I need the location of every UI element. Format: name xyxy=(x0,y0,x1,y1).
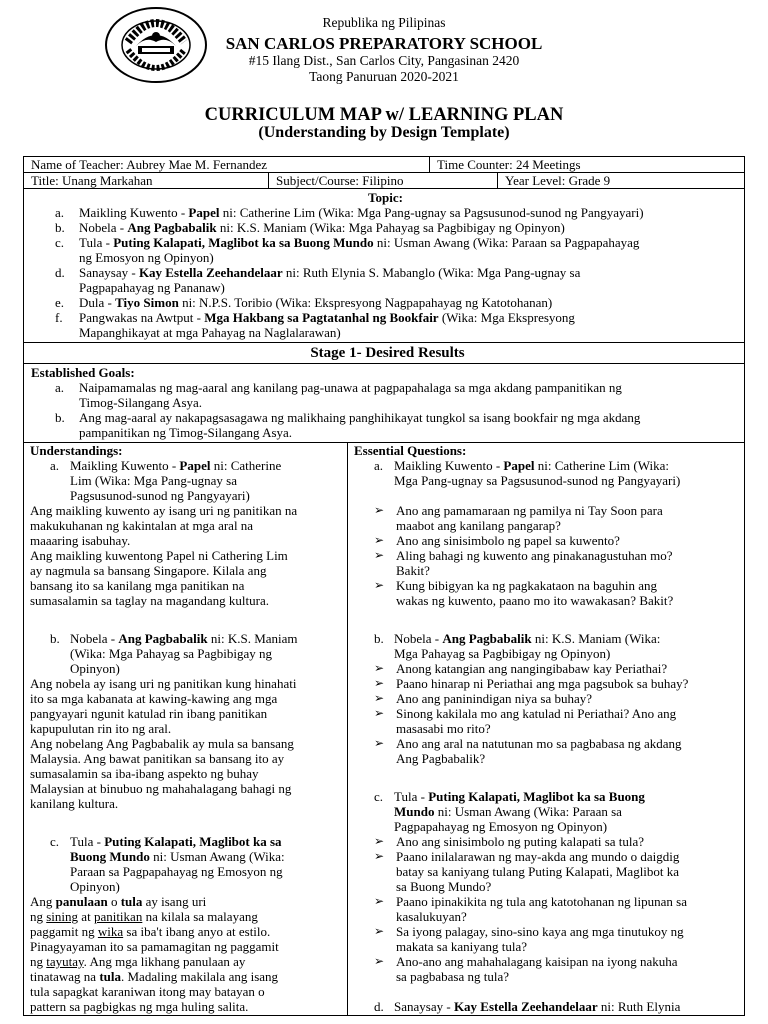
question-item: ➢ Sinong kakilala mo ang katulad ni Periathai? Ano ang masasabi mo rito? xyxy=(374,706,677,736)
essential-questions-column xyxy=(348,443,744,1015)
title-cell: Title: Unang Markahan xyxy=(31,173,153,188)
understandings-column xyxy=(24,443,348,1015)
republic-line: Republika ng Pilipinas xyxy=(322,15,446,30)
question-item: ➢ Aling bahagi ng kuwento ang pinakanagustuhan mo? Bakit? xyxy=(374,548,673,578)
school-address: #15 Ilang Dist., San Carlos City, Pangasinan 2420 xyxy=(248,53,520,68)
understandings-heading: Understandings: xyxy=(30,443,123,458)
teacher-name-cell: Name of Teacher: Aubrey Mae M. Fernandez xyxy=(31,157,268,172)
understandings-questions-row xyxy=(24,443,744,1015)
time-counter-cell: Time Counter: 24 Meetings xyxy=(429,157,744,172)
document-title: CURRICULUM MAP w/ LEARNING PLAN xyxy=(204,105,564,125)
goals-row xyxy=(24,364,744,443)
question-item: ➢ Anong katangian ang nangingibabaw kay Periathai? xyxy=(374,661,668,676)
question-item: ➢ Sa iyong palagay, sino-sino kaya ang mga tinutukoy ng makata sa kaniyang tula? xyxy=(374,924,684,954)
topic-item: c. Tula - Puting Kalapati, Maglibot ka sa Buong Mundo ni: Usman Awang (Wika: Paraan sa Pagpapahayag ng Emosyon ng Opinyon) xyxy=(55,235,640,265)
topic-cell xyxy=(24,189,744,342)
question-item: ➢ Ano ang sinisimbolo ng puting kalapati sa tula? xyxy=(374,834,645,849)
stage1-heading: Stage 1- Desired Results xyxy=(310,345,465,361)
question-item: ➢ Paano ipinakikita ng tula ang katotohanan ng lipunan sa kasalukuyan? xyxy=(374,894,687,924)
info-row-2 xyxy=(24,173,744,189)
topic-item: a. Maikling Kuwento - Papel ni: Catherine Lim (Wika: Mga Pang-ugnay sa Pagsusunod-sunod ng Pangyayari) xyxy=(55,205,644,220)
essential-questions-heading: Essential Questions: xyxy=(354,443,467,458)
question-item: ➢ Ano ang pamamaraan ng pamilya ni Tay Soon para maabot ang kanilang pangarap? xyxy=(374,503,663,533)
curriculum-table xyxy=(23,156,745,1016)
school-year: Taong Panuruan 2020-2021 xyxy=(309,69,459,84)
school-name: SAN CARLOS PREPARATORY SCHOOL xyxy=(225,34,543,53)
topic-row xyxy=(24,189,744,343)
question-group-d: d. Sanaysay - Kay Estella Zeehandelaar ni: Ruth Elynia xyxy=(374,999,681,1014)
understanding-c-paragraph: Ang panulaan o tula ay isang uri ng sining at panitikan na kilala sa malayang paggamit ng wika sa iba't ibang anyo at estilo. Pinagyayaman ito sa pamamagitan ng paggamit ng tayutay. Ang mga likhang panulaan ay tinatawag na tula. Madaling makilala ang isang tula sapagkat karaniwan itong may batayan o pattern sa pagbigkas ng mga huling salita. xyxy=(30,894,279,1014)
question-item: ➢ Ano-ano ang mahahalagang kaisipan na iyong nakuha sa pagbabasa ng tula? xyxy=(374,954,678,984)
year-level-cell: Year Level: Grade 9 xyxy=(497,173,744,188)
goal-item: a. Naipamamalas ng mag-aaral ang kanilang pag-unawa at pagpapahalaga sa mga akdang pampanitikan ng Timog-Silangang Asya. xyxy=(55,380,622,410)
goals-list xyxy=(31,380,740,440)
question-item: ➢ Paano inilalarawan ng may-akda ang mundo o daigdig batay sa kaniyang tulang Puting Kalapati, Maglibot ka sa Buong Mundo? xyxy=(374,849,680,894)
understanding-c: c. Tula - Puting Kalapati, Maglibot ka sa Buong Mundo ni: Usman Awang (Wika: Paraan sa Pagpapahayag ng Emosyon ng Opinyon) xyxy=(50,834,285,894)
subject-cell: Subject/Course: Filipino xyxy=(268,173,497,188)
question-item: ➢ Paano hinarap ni Periathai ang mga pagsubok sa buhay? xyxy=(374,676,689,691)
topic-item: d. Sanaysay - Kay Estella Zeehandelaar ni: Ruth Elynia S. Mabanglo (Wika: Mga Pang-ugnay sa Pagpapahayag ng Pananaw) xyxy=(55,265,581,295)
question-group-c: c. Tula - Puting Kalapati, Maglibot ka sa Buong Mundo ni: Usman Awang (Wika: Paraan sa Pagpapahayag ng Emosyon ng Opinyon) xyxy=(374,789,645,834)
topic-item: f. Pangwakas na Awtput - Mga Hakbang sa Pagtatanhal ng Bookfair (Wika: Mga Ekspresyong Mapanghikayat at mga Pahayag na Naglalarawan) xyxy=(55,310,575,340)
question-item: ➢ Kung bibigyan ka ng pagkakataon na baguhin ang wakas ng kuwento, paano mo ito wawakasan? Bakit? xyxy=(374,578,674,608)
question-item: ➢ Ano ang aral na natutunan mo sa pagbabasa ng akdang Ang Pagbabalik? xyxy=(374,736,682,766)
question-item: ➢ Ano ang paninindigan niya sa buhay? xyxy=(374,691,593,706)
topic-list xyxy=(31,205,740,340)
info-row-1 xyxy=(24,157,744,173)
goal-item: b. Ang mag-aaral ay nakapagsasagawa ng malikhaing panghihikayat tungkol sa isang bookfair ng mga akdang pampanitikan ng Timog-Silangang Asya. xyxy=(55,410,641,440)
topic-heading: Topic: xyxy=(368,190,403,205)
understanding-b: b. Nobela - Ang Pagbabalik ni: K.S. Maniam (Wika: Mga Pahayag sa Pagbibigay ng Opinyon) xyxy=(50,631,298,676)
topic-item: e. Dula - Tiyo Simon ni: N.P.S. Toribio (Wika: Ekspresyong Nagpapahayag ng Katotohanan) xyxy=(55,295,553,310)
question-group-b: b. Nobela - Ang Pagbabalik ni: K.S. Maniam (Wika: Mga Pahayag sa Pagbibigay ng Opinyon) xyxy=(374,631,661,661)
stage1-row xyxy=(24,343,744,364)
topic-item: b. Nobela - Ang Pagbabalik ni: K.S. Maniam (Wika: Mga Pahayag sa Pagbibigay ng Opinyon) xyxy=(55,220,565,235)
question-item: ➢ Ano ang sinisimbolo ng papel sa kuwento? xyxy=(374,533,620,548)
question-group-a: a. Maikling Kuwento - Papel ni: Catherine Lim (Wika: Mga Pang-ugnay sa Pagsusunod-sunod ng Pangyayari) xyxy=(374,458,681,488)
established-goals-cell xyxy=(24,364,744,442)
understanding-a: a. Maikling Kuwento - Papel ni: Catherine Lim (Wika: Mga Pang-ugnay sa Pagsusunod-sunod ng Pangyayari) xyxy=(50,458,282,503)
document-subtitle: (Understanding by Design Template) xyxy=(258,124,510,141)
understanding-a-paragraph: Ang maikling kuwento ay isang uri ng panitikan na makukuhanan ng kakintalan at mga aral na maaaring isabuhay. Ang maikling kuwentong Papel ni Cathering Lim ay nagmula sa bansang Singapore. Kilala ang bansang ito sa kanilang mga panitikan na sumasalamin sa taglay na magandang kultura. xyxy=(30,503,298,608)
goals-heading: Established Goals: xyxy=(31,365,135,380)
understanding-b-paragraph: Ang nobela ay isang uri ng panitikan kung hinahati ito sa mga kabanata at kawing-kawing ang mga pangyayari ngunit katulad rin ibang panitikan kapupulutan rin ito ng aral. Ang nobelang Ang Pagbabalik ay mula sa bansang Malaysia. Ang bawat panitikan sa bansang ito ay sumasalamin sa iba-ibang aspekto ng buhay Malaysian at binubuo ng mahahalagang bahagi ng kanilang kultura. xyxy=(30,676,297,811)
